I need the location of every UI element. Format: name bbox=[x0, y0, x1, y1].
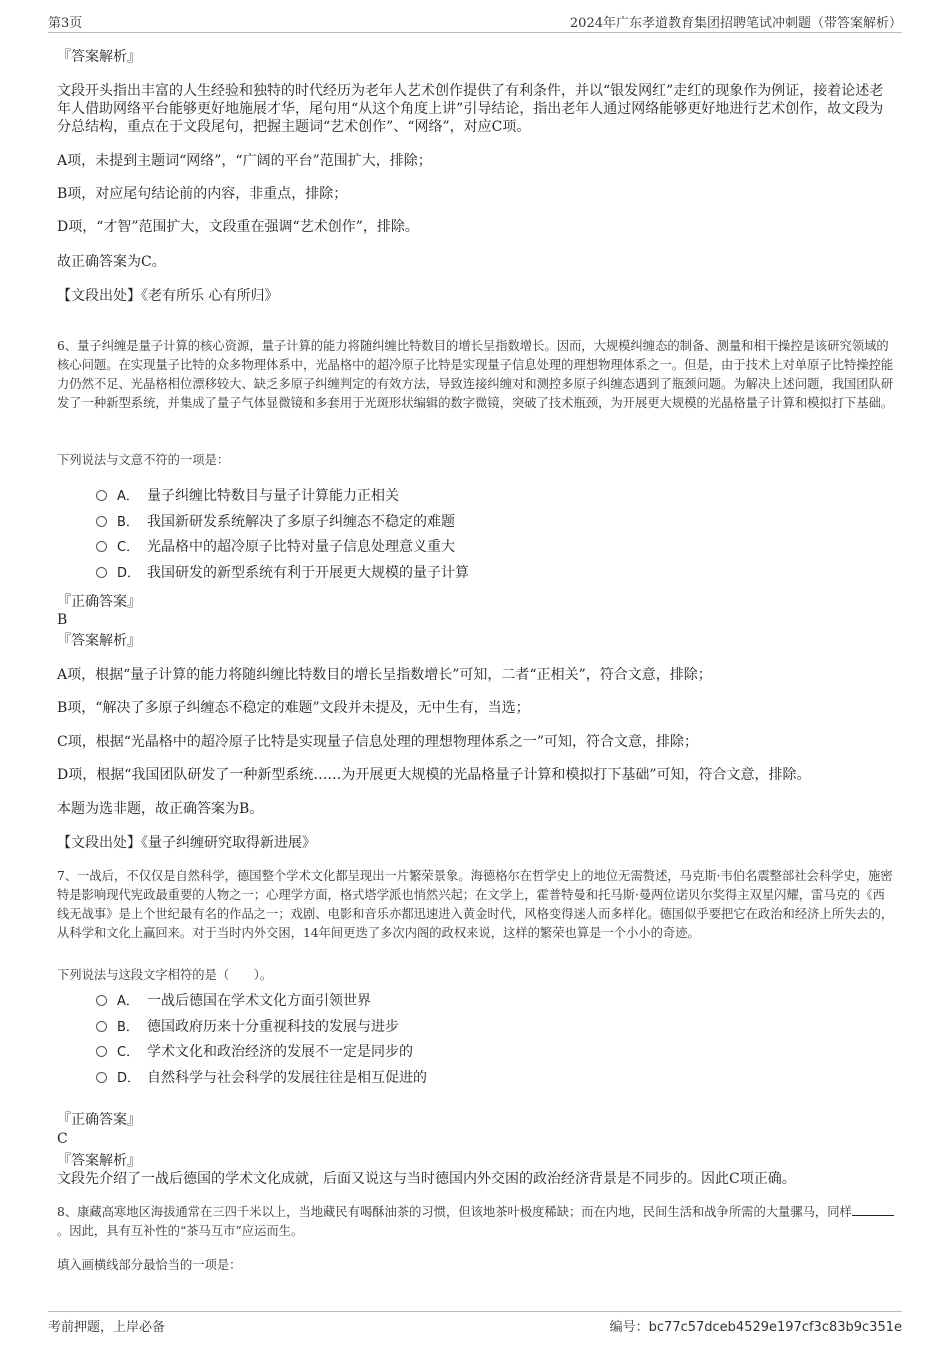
option-letter: B． bbox=[117, 515, 139, 530]
q5-option-b-analysis: B项，对应尾句结论前的内容，非重点，排除； bbox=[57, 186, 348, 202]
q7-question: 下列说法与这段文字相符的是（ ）。 bbox=[57, 968, 273, 982]
option-text: 我国新研发系统解决了多原子纠缠态不稳定的难题 bbox=[147, 514, 455, 530]
radio-icon[interactable] bbox=[96, 995, 107, 1006]
footer-code-value: bc77c57dceb4529e197cf3c83b9c351e bbox=[648, 1320, 902, 1335]
q6-option-c[interactable] bbox=[96, 538, 455, 557]
q5-option-d-analysis: D项，“才智”范围扩大，文段重在强调“艺术创作”，排除。 bbox=[57, 219, 419, 235]
option-letter: D． bbox=[117, 566, 141, 581]
footer-code-label: 编号： bbox=[609, 1320, 649, 1335]
option-letter: C． bbox=[117, 540, 140, 555]
q6-option-d-analysis: D项，根据“我国团队研发了一种新型系统……为开展更大规模的光晶格量子计算和模拟打下基础”可知，符合文意，排除。 bbox=[57, 767, 811, 783]
q8-passage-before: 8、康藏高寒地区海拔通常在三四千米以上，当地藏民有喝酥油茶的习惯，但该地茶叶极度稀缺；而在内地，民间生活和战争所需的大量骡马，同样 bbox=[57, 1205, 852, 1219]
radio-icon[interactable] bbox=[96, 567, 107, 578]
q6-option-a[interactable] bbox=[96, 487, 399, 506]
q6-question: 下列说法与文意不符的一项是： bbox=[57, 453, 230, 467]
q8-passage-after: 。因此，具有互补性的“茶马互市”应运而生。 bbox=[57, 1224, 304, 1238]
q6-passage: 6、量子纠缠是量子计算的核心资源，量子计算的能力将随纠缠比特数目的增长呈指数增长。因而，大规模纠缠态的制备、测量和相干操控是该研究领域的核心问题。在实现量子比特的众多物理体系中，光晶格中的超冷原子比特是实现量子信息处理的理想物理体系之一。但是，由于技术上对单原子比特操控能力仍然不足、光晶格相位漂移较大、缺乏多原子纠缠判定的有效方法，导致连接纠缠对和测控多原子纠缠态遇到了瓶颈问题。为解决上述问题，我国团队研发了一种新型系统，并集成了量子气体显微镜和多套用于光斑形状编辑的数字微镜，突破了技术瓶颈，为开展更大规模的光晶格量子计算和模拟打下基础。 bbox=[57, 339, 894, 410]
radio-icon[interactable] bbox=[96, 516, 107, 527]
option-text: 德国政府历来十分重视科技的发展与进步 bbox=[147, 1019, 399, 1035]
option-text: 一战后德国在学术文化方面引领世界 bbox=[147, 993, 371, 1009]
q8-passage bbox=[57, 1203, 897, 1241]
option-letter: B． bbox=[117, 1020, 139, 1035]
radio-icon[interactable] bbox=[96, 490, 107, 501]
q6-option-d[interactable] bbox=[96, 564, 469, 583]
q5-option-a-analysis: A项，未提到主题词“网络”，“广阔的平台”范围扩大，排除； bbox=[57, 153, 432, 169]
option-letter: C． bbox=[117, 1045, 140, 1060]
q6-option-a-analysis: A项，根据“量子计算的能力将随纠缠比特数目的增长呈指数增长”可知，二者“正相关”，符合文意，排除； bbox=[57, 667, 712, 683]
q7-analysis-label: 『答案解析』 bbox=[57, 1153, 141, 1169]
option-letter: D． bbox=[117, 1071, 141, 1086]
page-header bbox=[48, 12, 902, 33]
q6-option-b[interactable] bbox=[96, 513, 455, 532]
q8-question: 填入画横线部分最恰当的一项是： bbox=[57, 1258, 242, 1272]
fill-blank-line bbox=[852, 1203, 894, 1216]
q7-option-b[interactable] bbox=[96, 1018, 399, 1037]
option-text: 学术文化和政治经济的发展不一定是同步的 bbox=[147, 1044, 413, 1060]
q6-conclusion: 本题为选非题，故正确答案为B。 bbox=[57, 801, 264, 817]
q7-passage: 7、一战后，不仅仅是自然科学，德国整个学术文化都呈现出一片繁荣景象。海德格尔在哲学史上的地位无需赘述，马克斯·韦伯名震整部社会科学史，施密特是影响现代宪政最重要的人物之一；心理学方面，格式塔学派也悄然兴起；在文学上，霍普特曼和托马斯·曼两位诺贝尔奖得主双星闪耀，雷马克的《西线无战事》是上个世纪最有名的作品之一；戏剧、电影和音乐亦都迅速进入黄金时代，风格变得迷人而多样化。德国似乎要把它在政治和经济上所失去的，从科学和文化上赢回来。对于当时内外交困，14年间更迭了多次内阁的政权来说，这样的繁荣也算是一个小小的奇迹。 bbox=[57, 869, 894, 940]
q5-conclusion: 故正确答案为C。 bbox=[57, 254, 166, 270]
radio-icon[interactable] bbox=[96, 541, 107, 552]
q5-source: 【文段出处】《老有所乐 心有所归》 bbox=[57, 288, 279, 304]
q5-analysis-label: 『答案解析』 bbox=[57, 49, 141, 65]
option-text: 自然科学与社会科学的发展往往是相互促进的 bbox=[147, 1070, 427, 1086]
option-text: 量子纠缠比特数目与量子计算能力正相关 bbox=[147, 488, 399, 504]
option-letter: A． bbox=[117, 489, 139, 504]
option-text: 我国研发的新型系统有利于开展更大规模的量子计算 bbox=[147, 565, 469, 581]
q6-analysis-label: 『答案解析』 bbox=[57, 633, 141, 649]
q7-analysis-text: 文段先介绍了一战后德国的学术文化成就，后面又说这与当时德国内外交困的政治经济背景是不同步的。因此C项正确。 bbox=[57, 1171, 796, 1187]
page-number: 第3页 bbox=[48, 16, 83, 31]
q6-answer-label: 『正确答案』 bbox=[57, 594, 141, 610]
document-title: 2024年广东孝道教育集团招聘笔试冲刺题（带答案解析） bbox=[569, 16, 902, 31]
footer-slogan: 考前押题，上岸必备 bbox=[48, 1320, 166, 1335]
q7-option-d[interactable] bbox=[96, 1069, 427, 1088]
q6-option-c-analysis: C项，根据“光晶格中的超冷原子比特是实现量子信息处理的理想物理体系之一”可知，符合文意，排除； bbox=[57, 734, 699, 750]
q5-analysis-text: 文段开头指出丰富的人生经验和独特的时代经历为老年人艺术创作提供了有利条件，并以“银发网红”走红的现象作为例证，接着论述老年人借助网络平台能够更好地施展才华，尾句用“从这个角度上讲”引导结论，指出老年人通过网络能够更好地进行艺术创作，故文段为分总结构，重点在于文段尾句，把握主题词“艺术创作”、“网络”，对应C项。 bbox=[57, 83, 884, 135]
page-footer bbox=[48, 1311, 902, 1335]
q6-answer: B bbox=[57, 612, 68, 628]
footer-code bbox=[610, 1316, 902, 1335]
radio-icon[interactable] bbox=[96, 1046, 107, 1057]
q7-option-c[interactable] bbox=[96, 1043, 413, 1062]
q7-answer: C bbox=[57, 1131, 68, 1147]
q7-option-a[interactable] bbox=[96, 992, 371, 1011]
radio-icon[interactable] bbox=[96, 1072, 107, 1083]
radio-icon[interactable] bbox=[96, 1021, 107, 1032]
option-letter: A． bbox=[117, 994, 139, 1009]
q6-source: 【文段出处】《量子纠缠研究取得新进展》 bbox=[57, 835, 316, 851]
q6-option-b-analysis: B项，“解决了多原子纠缠态不稳定的难题”文段并未提及，无中生有，当选； bbox=[57, 700, 530, 716]
q7-answer-label: 『正确答案』 bbox=[57, 1112, 141, 1128]
option-text: 光晶格中的超冷原子比特对量子信息处理意义重大 bbox=[147, 539, 455, 555]
